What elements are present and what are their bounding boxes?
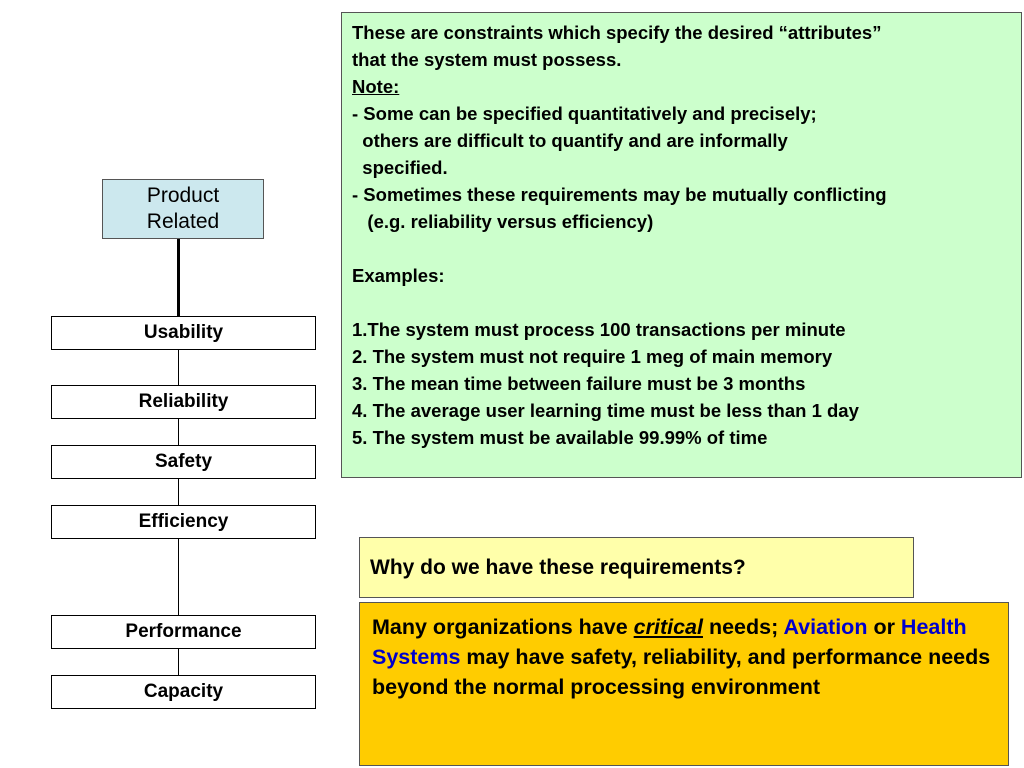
question-box — [359, 537, 914, 598]
safety-node — [51, 445, 316, 479]
question-text: Why do we have these requirements? — [370, 555, 746, 579]
connector-safety-efficiency — [178, 478, 179, 505]
answer-text-part4: may have safety, reliability, and performance needs beyond the normal processing environment — [372, 645, 991, 699]
notes-line: - Sometimes these requirements may be mutually conflicting — [352, 184, 887, 205]
capacity-node — [51, 675, 316, 709]
constraints-notes-panel — [341, 12, 1022, 478]
efficiency-node — [51, 505, 316, 539]
performance-node — [51, 615, 316, 649]
answer-box — [359, 602, 1009, 766]
performance-label: Performance — [125, 621, 242, 642]
notes-blank — [352, 289, 1013, 316]
connector-usability-reliability — [178, 349, 179, 385]
capacity-label: Capacity — [143, 681, 224, 702]
example-item: 5. The system must be available 99.99% of time — [352, 427, 768, 448]
answer-text-part1: Many organizations have — [372, 615, 634, 639]
example-item: 1.The system must process 100 transactions per minute — [352, 319, 846, 340]
example-item: 4. The average user learning time must be less than 1 day — [352, 400, 859, 421]
notes-line: (e.g. reliability versus efficiency) — [352, 211, 654, 232]
answer-text-part3: or — [867, 615, 901, 639]
root-label-line2: Related — [146, 210, 220, 233]
reliability-label: Reliability — [138, 391, 229, 412]
connector-root — [177, 239, 180, 316]
connector-performance-capacity — [178, 648, 179, 675]
notes-blank — [352, 235, 1013, 262]
answer-text-part2: needs; — [702, 615, 784, 639]
critical-emphasis: critical — [633, 615, 703, 639]
notes-line: that the system must possess. — [352, 49, 622, 70]
notes-heading: Note: — [352, 76, 400, 97]
usability-node — [51, 316, 316, 350]
connector-reliability-safety — [178, 418, 179, 445]
efficiency-label: Efficiency — [138, 511, 229, 532]
aviation-highlight: Aviation — [783, 615, 868, 639]
product-related-node — [102, 179, 264, 239]
notes-line: - Some can be specified quantitatively and precisely; — [352, 103, 817, 124]
usability-label: Usability — [143, 322, 224, 343]
notes-line: specified. — [352, 157, 448, 178]
example-item: 3. The mean time between failure must be 3 months — [352, 373, 806, 394]
example-item: 2. The system must not require 1 meg of main memory — [352, 346, 833, 367]
connector-efficiency-performance — [178, 538, 179, 615]
health-systems-highlight: Health Systems — [372, 615, 967, 669]
safety-label: Safety — [154, 451, 213, 472]
root-label-line1: Product — [146, 184, 220, 207]
notes-line: others are difficult to quantify and are informally — [352, 130, 788, 151]
reliability-node — [51, 385, 316, 419]
examples-heading: Examples: — [352, 265, 445, 286]
notes-line: These are constraints which specify the desired “attributes” — [352, 22, 882, 43]
